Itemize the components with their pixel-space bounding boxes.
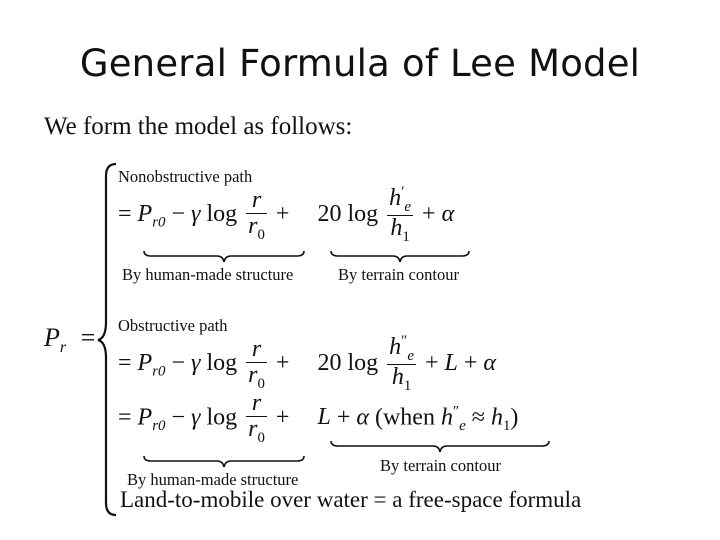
twenty: 20 <box>317 200 342 227</box>
fraction-r-r0 <box>246 391 267 447</box>
frac-den: $r_0$ <box>248 361 265 392</box>
fraction-he-h1 <box>387 185 413 246</box>
plus-sign: + <box>275 404 290 431</box>
frac-num: r <box>246 337 267 363</box>
plus-sign: + <box>422 200 436 227</box>
L-symbol: L <box>317 404 331 431</box>
close-paren: ) <box>510 404 519 431</box>
frac-num: r <box>246 391 267 417</box>
frac-den: $h_1$ <box>391 364 412 395</box>
alpha-symbol: α <box>483 349 497 376</box>
label-terrain-1: By terrain contour <box>338 265 459 284</box>
label-terrain-2: By terrain contour <box>380 456 501 475</box>
lhs-pr <box>44 323 95 357</box>
plus-sign: + <box>275 349 290 376</box>
twenty: 20 <box>317 349 342 376</box>
alpha-symbol: α <box>356 404 369 431</box>
gamma-symbol: γ <box>191 404 201 431</box>
p-symbol: P <box>137 404 153 431</box>
frac-num: $h'_e$ <box>389 184 412 215</box>
fraction-r-r0 <box>246 188 267 244</box>
approx-sign: ≈ <box>471 404 485 431</box>
minus-sign: − <box>171 349 185 376</box>
lhs-eq: = <box>80 323 96 352</box>
p-sub: r0 <box>152 363 166 380</box>
h1-sub: 1 <box>502 418 511 435</box>
plus-sign: + <box>463 349 478 376</box>
label-nonobstructive: Nonobstructive path <box>118 167 253 186</box>
log-text: log <box>206 349 238 376</box>
last-line: Land-to-mobile over water = a free-space formula <box>120 487 582 512</box>
underbrace-human-1 <box>143 250 305 264</box>
underbrace-terrain-1 <box>330 250 470 264</box>
p-sub: r0 <box>152 214 166 231</box>
left-brace <box>96 162 120 517</box>
double-prime: ″ <box>452 403 460 420</box>
plus-sign: + <box>336 404 351 431</box>
gamma-symbol: γ <box>191 200 201 227</box>
intro-text: We form the model as follows: <box>44 113 353 140</box>
fraction-he-h1 <box>387 334 416 395</box>
label-human-made-1: By human-made structure <box>122 265 294 284</box>
eq-sign: = <box>118 200 132 227</box>
alpha-symbol: α <box>441 200 455 227</box>
eq-sign: = <box>118 404 132 431</box>
frac-num: r <box>246 188 267 214</box>
fraction-r-r0 <box>246 337 267 393</box>
plus-sign: + <box>424 349 439 376</box>
frac-num: $h''_e$ <box>389 333 414 364</box>
equation-obstructive-1 <box>118 334 496 395</box>
h1-symbol: h <box>490 404 503 431</box>
page-title: General Formula of Lee Model <box>79 42 641 85</box>
label-human-made-2: By human-made structure <box>127 470 299 489</box>
minus-sign: − <box>171 200 185 227</box>
underbrace-human-2 <box>143 455 305 469</box>
log-text: log <box>206 200 238 227</box>
frac-den: $r_0$ <box>248 212 265 243</box>
label-obstructive: Obstructive path <box>118 316 228 335</box>
when-text: (when <box>374 404 435 431</box>
frac-den: $h_1$ <box>390 215 410 246</box>
log-text: log <box>347 349 379 376</box>
L-symbol: L <box>444 349 458 376</box>
p-sub: r0 <box>152 418 166 435</box>
log-text: log <box>347 200 379 227</box>
frac-den: $r_0$ <box>248 416 265 446</box>
plus-sign: + <box>275 200 290 227</box>
underbrace-terrain-2 <box>330 440 550 454</box>
he-sub: e <box>459 418 466 435</box>
log-text: log <box>206 404 238 431</box>
eq-sign: = <box>118 349 132 376</box>
p-symbol: P <box>137 200 153 227</box>
equation-obstructive-2 <box>118 391 518 447</box>
gamma-symbol: γ <box>191 349 201 376</box>
lhs-symbol: P <box>44 323 60 352</box>
equation-nonobstructive <box>118 185 454 246</box>
minus-sign: − <box>171 404 185 431</box>
lhs-sub: r <box>59 339 67 357</box>
p-symbol: P <box>137 349 153 376</box>
he-symbol: h <box>440 404 453 431</box>
